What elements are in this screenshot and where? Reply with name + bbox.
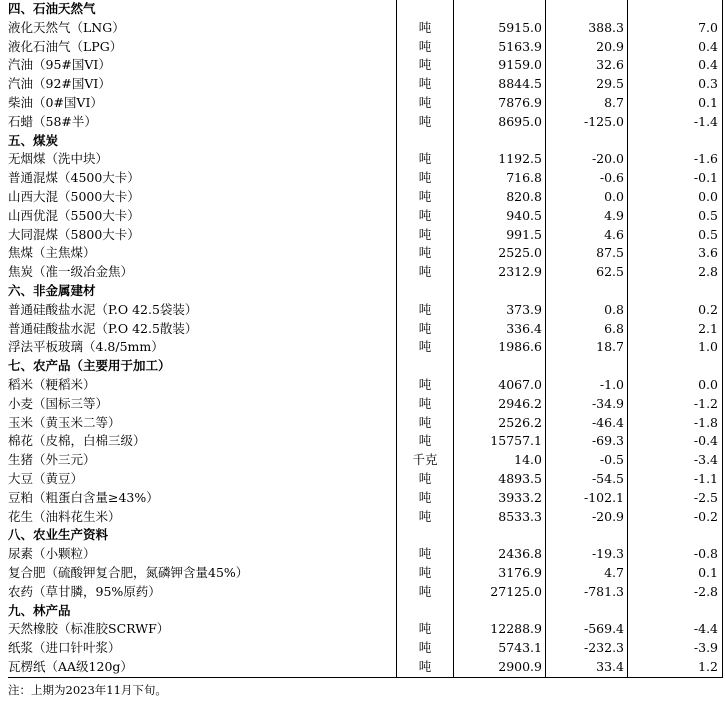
product-name: 焦煤（主焦煤） (8, 245, 96, 261)
table-row (8, 338, 723, 357)
price-cell: 8695.0 (454, 113, 546, 132)
unit-cell: 吨 (397, 658, 454, 677)
product-name: 普通硅酸盐水泥（P.O 42.5散装） (8, 320, 198, 336)
change-cell: 29.5 (546, 75, 628, 94)
change-cell: -20.0 (546, 150, 628, 169)
empty-cell (454, 526, 546, 545)
table-row (8, 19, 723, 38)
price-cell: 2946.2 (454, 395, 546, 414)
product-name: 农药（草甘膦，95%原药） (8, 583, 161, 599)
unit-cell: 吨 (397, 320, 454, 339)
table-row (8, 188, 723, 207)
percent-change-cell: 0.1 (628, 94, 723, 113)
product-name: 液化天然气（LNG） (8, 19, 125, 35)
price-cell: 2525.0 (454, 244, 546, 263)
table-row (8, 207, 723, 226)
price-cell: 5915.0 (454, 19, 546, 38)
change-cell: -125.0 (546, 113, 628, 132)
price-cell: 3176.9 (454, 564, 546, 583)
unit-cell: 吨 (397, 620, 454, 639)
product-name: 汽油（95#国VI） (8, 57, 111, 73)
table-row (8, 94, 723, 113)
price-cell: 991.5 (454, 226, 546, 245)
empty-cell (628, 526, 723, 545)
unit-cell: 吨 (397, 56, 454, 75)
table-row (8, 620, 723, 639)
table-row (8, 639, 723, 658)
unit-cell: 吨 (397, 639, 454, 658)
empty-cell (397, 357, 454, 376)
product-name: 复合肥（硫酸钾复合肥，氮磷钾含量45%） (8, 564, 249, 580)
product-name: 纸浆（进口针叶浆） (8, 640, 121, 656)
change-cell: -19.3 (546, 545, 628, 564)
change-cell: 8.7 (546, 94, 628, 113)
section-title: 六、非金属建材 (8, 282, 96, 298)
percent-change-cell: -1.8 (628, 414, 723, 433)
table-row (8, 508, 723, 527)
change-cell: -102.1 (546, 489, 628, 508)
change-cell: -20.9 (546, 508, 628, 527)
section-header-row (8, 602, 723, 621)
percent-change-cell: 0.4 (628, 56, 723, 75)
section-title: 四、石油天然气 (8, 1, 96, 16)
empty-cell (628, 0, 723, 19)
price-cell: 9159.0 (454, 56, 546, 75)
change-cell: 33.4 (546, 658, 628, 677)
product-name: 豆粕（粗蛋白含量≥43%） (8, 489, 159, 505)
product-name: 山西优混（5500大卡） (8, 207, 140, 223)
unit-cell: 吨 (397, 188, 454, 207)
table-row (8, 489, 723, 508)
product-name: 稻米（粳稻米） (8, 376, 96, 392)
percent-change-cell: 7.0 (628, 19, 723, 38)
unit-cell: 吨 (397, 169, 454, 188)
table-row (8, 451, 723, 470)
table-row (8, 38, 723, 57)
empty-cell (397, 526, 454, 545)
empty-cell (546, 602, 628, 621)
price-cell: 12288.9 (454, 620, 546, 639)
change-cell: 4.6 (546, 226, 628, 245)
empty-cell (546, 0, 628, 19)
change-cell: 4.9 (546, 207, 628, 226)
unit-cell: 吨 (397, 75, 454, 94)
unit-cell: 吨 (397, 432, 454, 451)
table-row (8, 263, 723, 282)
unit-cell: 吨 (397, 38, 454, 57)
change-cell: -569.4 (546, 620, 628, 639)
unit-cell: 吨 (397, 207, 454, 226)
change-cell: -781.3 (546, 583, 628, 602)
percent-change-cell: -0.8 (628, 545, 723, 564)
unit-cell: 吨 (397, 94, 454, 113)
unit-cell: 吨 (397, 226, 454, 245)
change-cell: 32.6 (546, 56, 628, 75)
unit-cell: 吨 (397, 301, 454, 320)
table-row (8, 244, 723, 263)
product-name: 普通混煤（4500大卡） (8, 170, 140, 186)
empty-cell (454, 602, 546, 621)
percent-change-cell: -0.4 (628, 432, 723, 451)
percent-change-cell: 2.1 (628, 320, 723, 339)
section-header-row (8, 282, 723, 301)
empty-cell (546, 357, 628, 376)
table-row (8, 545, 723, 564)
percent-change-cell: -3.9 (628, 639, 723, 658)
product-name: 天然橡胶（标准胶SCRWF） (8, 621, 170, 637)
percent-change-cell: -1.4 (628, 113, 723, 132)
product-name: 瓦楞纸（AA级120g） (8, 658, 397, 677)
percent-change-cell: 3.6 (628, 244, 723, 263)
section-title: 八、农业生产资料 (8, 527, 109, 543)
price-table-body (8, 0, 723, 677)
product-name: 山西大混（5000大卡） (8, 188, 140, 204)
product-name: 石蜡（58#半） (8, 113, 97, 129)
table-row (8, 432, 723, 451)
price-table (8, 0, 723, 678)
percent-change-cell: -3.4 (628, 451, 723, 470)
percent-change-cell: -0.1 (628, 169, 723, 188)
percent-change-cell: -1.6 (628, 150, 723, 169)
section-title: 七、农产品（主要用于加工） (8, 358, 171, 374)
percent-change-cell: -1.2 (628, 395, 723, 414)
section-header-row (8, 132, 723, 151)
change-cell: 0.8 (546, 301, 628, 320)
table-row (8, 414, 723, 433)
unit-cell: 吨 (397, 19, 454, 38)
unit-cell: 吨 (397, 150, 454, 169)
change-cell: -54.5 (546, 470, 628, 489)
change-cell: -232.3 (546, 639, 628, 658)
change-cell: 4.7 (546, 564, 628, 583)
product-name: 大豆（黄豆） (8, 470, 84, 486)
empty-cell (397, 0, 454, 19)
table-row (8, 113, 723, 132)
unit-cell: 吨 (397, 376, 454, 395)
price-cell: 8844.5 (454, 75, 546, 94)
change-cell: -0.6 (546, 169, 628, 188)
table-row (8, 376, 723, 395)
price-cell: 716.8 (454, 169, 546, 188)
table-row (8, 150, 723, 169)
price-cell: 5743.1 (454, 639, 546, 658)
table-row (8, 470, 723, 489)
change-cell: 6.8 (546, 320, 628, 339)
percent-change-cell: 1.0 (628, 338, 723, 357)
table-row (8, 320, 723, 339)
change-cell: 388.3 (546, 19, 628, 38)
product-name: 小麦（国标三等） (8, 395, 109, 411)
price-cell: 336.4 (454, 320, 546, 339)
unit-cell: 千克 (397, 451, 454, 470)
price-cell: 5163.9 (454, 38, 546, 57)
product-name: 焦炭（准一级冶金焦） (8, 264, 134, 280)
section-header-row (8, 526, 723, 545)
change-cell: 87.5 (546, 244, 628, 263)
percent-change-cell: 0.4 (628, 38, 723, 57)
empty-cell (454, 0, 546, 19)
change-cell: 62.5 (546, 263, 628, 282)
product-name: 无烟煤（洗中块） (8, 151, 109, 167)
price-cell: 8533.3 (454, 508, 546, 527)
product-name: 尿素（小颗粒） (8, 546, 96, 562)
price-cell: 27125.0 (454, 583, 546, 602)
empty-cell (397, 132, 454, 151)
unit-cell: 吨 (397, 545, 454, 564)
product-name: 柴油（0#国VI） (8, 94, 103, 110)
price-cell: 940.5 (454, 207, 546, 226)
table-row (8, 75, 723, 94)
empty-cell (628, 602, 723, 621)
unit-cell: 吨 (397, 470, 454, 489)
percent-change-cell: -2.8 (628, 583, 723, 602)
section-header-row (8, 0, 723, 19)
unit-cell: 吨 (397, 508, 454, 527)
price-cell: 2436.8 (454, 545, 546, 564)
table-row (8, 169, 723, 188)
percent-change-cell: 0.0 (628, 188, 723, 207)
product-name: 液化石油气（LPG） (8, 38, 123, 54)
empty-cell (546, 282, 628, 301)
percent-change-cell: -1.1 (628, 470, 723, 489)
change-cell: 20.9 (546, 38, 628, 57)
change-cell: 0.0 (546, 188, 628, 207)
unit-cell: 吨 (397, 583, 454, 602)
empty-cell (454, 282, 546, 301)
price-cell: 2526.2 (454, 414, 546, 433)
product-name: 汽油（92#国VI） (8, 76, 111, 92)
price-cell: 4067.0 (454, 376, 546, 395)
section-title: 九、林产品 (8, 602, 71, 618)
price-cell: 2312.9 (454, 263, 546, 282)
section-title: 五、煤炭 (8, 132, 59, 148)
change-cell: -34.9 (546, 395, 628, 414)
product-name: 花生（油料花生米） (8, 508, 121, 524)
unit-cell: 吨 (397, 113, 454, 132)
percent-change-cell: -2.5 (628, 489, 723, 508)
table-row (8, 395, 723, 414)
table-row (8, 301, 723, 320)
empty-cell (454, 132, 546, 151)
empty-cell (628, 282, 723, 301)
table-row (8, 583, 723, 602)
unit-cell: 吨 (397, 414, 454, 433)
price-cell: 3933.2 (454, 489, 546, 508)
empty-cell (397, 602, 454, 621)
change-cell: -1.0 (546, 376, 628, 395)
price-cell: 1986.6 (454, 338, 546, 357)
product-name: 玉米（黄玉米二等） (8, 414, 121, 430)
price-cell: 15757.1 (454, 432, 546, 451)
percent-change-cell: 1.2 (628, 658, 723, 677)
section-header-row (8, 357, 723, 376)
price-cell: 2900.9 (454, 658, 546, 677)
unit-cell: 吨 (397, 489, 454, 508)
price-cell: 373.9 (454, 301, 546, 320)
unit-cell: 吨 (397, 564, 454, 583)
table-row (8, 658, 723, 677)
unit-cell: 吨 (397, 395, 454, 414)
percent-change-cell: 0.1 (628, 564, 723, 583)
unit-cell: 吨 (397, 263, 454, 282)
percent-change-cell: -0.2 (628, 508, 723, 527)
percent-change-cell: 0.5 (628, 207, 723, 226)
percent-change-cell: 2.8 (628, 263, 723, 282)
product-name: 棉花（皮棉，白棉三级） (8, 433, 146, 449)
empty-cell (546, 526, 628, 545)
unit-cell: 吨 (397, 338, 454, 357)
table-row (8, 56, 723, 75)
empty-cell (628, 132, 723, 151)
price-cell: 14.0 (454, 451, 546, 470)
price-cell: 820.8 (454, 188, 546, 207)
price-cell: 1192.5 (454, 150, 546, 169)
footnote: 注：上期为2023年11月下旬。 (8, 683, 167, 697)
percent-change-cell: 0.2 (628, 301, 723, 320)
percent-change-cell: 0.3 (628, 75, 723, 94)
product-name: 生猪（外三元） (8, 452, 96, 468)
empty-cell (454, 357, 546, 376)
product-name: 普通硅酸盐水泥（P.O 42.5袋装） (8, 301, 198, 317)
price-cell: 7876.9 (454, 94, 546, 113)
product-name: 浮法平板玻璃（4.8/5mm） (8, 339, 164, 355)
price-cell: 4893.5 (454, 470, 546, 489)
change-cell: -0.5 (546, 451, 628, 470)
empty-cell (397, 282, 454, 301)
percent-change-cell: -4.4 (628, 620, 723, 639)
table-row (8, 564, 723, 583)
empty-cell (628, 357, 723, 376)
change-cell: 18.7 (546, 338, 628, 357)
unit-cell: 吨 (397, 244, 454, 263)
change-cell: -69.3 (546, 432, 628, 451)
empty-cell (546, 132, 628, 151)
product-name: 大同混煤（5800大卡） (8, 226, 140, 242)
table-row (8, 226, 723, 245)
change-cell: -46.4 (546, 414, 628, 433)
percent-change-cell: 0.0 (628, 376, 723, 395)
percent-change-cell: 0.5 (628, 226, 723, 245)
